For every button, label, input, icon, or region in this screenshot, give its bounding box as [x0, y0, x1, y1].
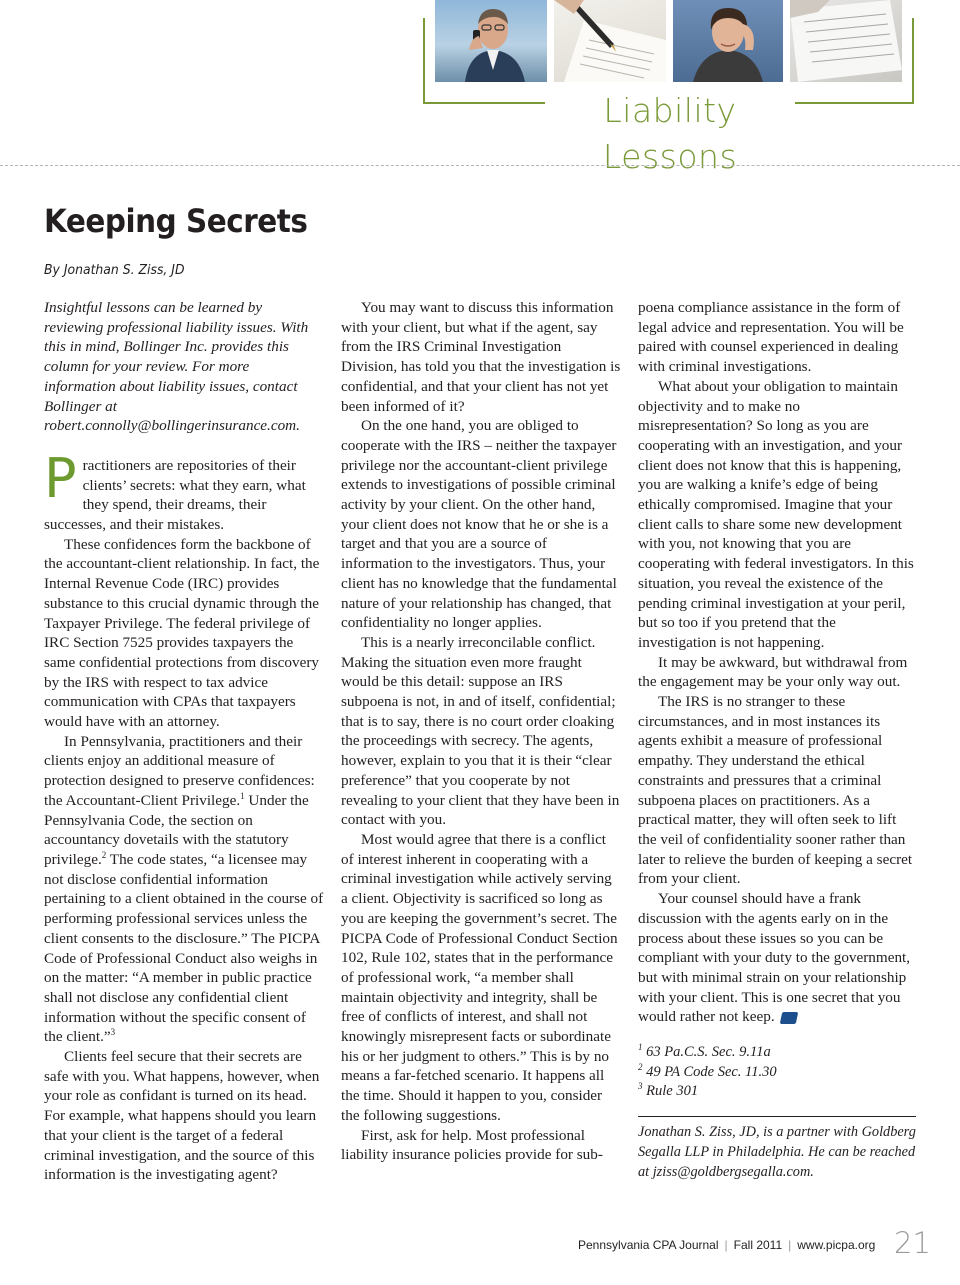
page-number: 21 [894, 1226, 931, 1260]
journal-name: Pennsylvania CPA Journal [578, 1238, 719, 1252]
footnote [638, 1043, 918, 1063]
footnote-text: 49 PA Code Sec. 11.30 [646, 1063, 777, 1080]
bio-divider [638, 1116, 916, 1117]
paragraph: What about your obligation to maintain objectivity and to make no misrepresentation? So long as you are cooperating with an investigation, and your client does not know that this is happening, you are walking a knife’s edge of being ethically compromised. Imagine that your client calls to share some new development with you, not knowing that you are cooperating with federal investigators. In this situation, you reveal the existence of the pending criminal investigation at your peril, but so too if you pretend that the investigation is not happening. [638, 377, 914, 651]
paragraph: Most would agree that there is a conflict of interest inherent in cooperating with a criminal investigation while actively serving a client. Objectivity is sacrificed so long as you are keeping the government’s secret. The PICPA Code of Professional Conduct Section 102, Rule 102, states that in the performance of professional work, “a member shall maintain objectivity and integrity, shall be free of conflicts of interest, and shall not knowingly misrepresent facts or subordinate his or her judgment to others.” This is by no means a far-fetched scenario. It happens all the time. Should it happen to you, consider the following suggestions. [341, 830, 618, 1124]
page-footer [578, 1238, 875, 1252]
footnote-text: Rule 301 [646, 1083, 699, 1100]
paragraph: This is a nearly irreconcilable conflict. Making the situation even more fraught would be this detail: suppose an IRS subpoena is not, in and of itself, confidential; that is to say, there is no court order cloaking the proceedings with secrecy. The agents, however, explain to you that it is their “clear preference” that you cooperate by not revealing to your client that they have been in contact with you. [341, 633, 620, 829]
footnotes [638, 1043, 918, 1102]
footnote-ref: 3 [110, 1027, 116, 1038]
paragraph [44, 732, 324, 1047]
dashed-divider [0, 165, 960, 166]
issue-label: Fall 2011 [733, 1238, 783, 1252]
footnote [638, 1063, 918, 1083]
article-byline: By Jonathan S. Ziss, JD [44, 262, 185, 278]
paragraph-text: In Pennsylvania, practitioners and their clients enjoy an additional measure of protection designed to preserve confidences: the Accountant-Client Privilege. [44, 732, 315, 809]
paragraph: poena compliance assistance in the form of legal advice and representation. You will be paired with counsel experienced in dealing with criminal investigations. [638, 299, 904, 376]
paragraph: You may want to discuss this information with your client, but what if the agent, say from the IRS Criminal Investigation Division, has told you that the investigation is confidential, and that your client has not yet been informed of it? [341, 299, 621, 415]
column-1 [44, 298, 324, 1185]
paragraph [638, 889, 918, 1027]
paragraph [44, 446, 324, 535]
paragraph: The IRS is no stranger to these circumstances, and in most instances its agents exhibit a measure of professional empathy. They understand the ethical constraints and pressures that a criminal subpoena places on practitioners. As a practical matter, they will often seek to lift the veil of confidentiality sooner rather than later to relieve the burden of keeping a secret from your client. [638, 693, 913, 888]
paragraph: On the one hand, you are obliged to cooperate with the IRS – neither the taxpayer privilege nor the accountant-client privilege extends to investigations of possible criminal activity by your client. On the other hand, your client does not know that he or she is a target and that you are a source of information to the investigators. Thus, your client has no knowledge that the fundamental nature of your relationship has changed, that confidentiality no longer applies. [341, 417, 617, 632]
paragraph: First, ask for help. Most professional liability insurance policies provide for sub- [341, 1126, 603, 1164]
section-title: Liability Lessons [545, 88, 795, 134]
footnote [638, 1082, 918, 1102]
paragraph-text: Your counsel should have a frank discussion with the agents early on in the process about these issues so you can be compliant with your duty to the government, but with minimal strain on your relationship with your client. This is one secret that you would rather not keep. [638, 890, 911, 1026]
footnote-mark: 1 [638, 1042, 643, 1053]
intro-paragraph: Insightful lessons can be learned by reviewing professional liability issues. With this in mind, Bollinger Inc. provides this column for your review. For more information about liability issues, contact Bollinger at robert.connolly@bollingerinsurance.com. [44, 299, 309, 435]
footnote-ref: 1 [240, 790, 245, 801]
paragraph: These confidences form the backbone of the accountant-client relationship. In fact, the Internal Revenue Code (IRC) provides substance to this crucial dynamic through the Taxpayer Privilege. The federal privilege of IRC Section 7525 provides taxpayers the same confidential protections from discovery by the IRS with respect to tax advice communication with CPAs that taxpayers would have with an attorney. [44, 535, 320, 731]
paragraph-text: The code states, “a licensee may not disclose confidential information pertaining to a client obtained in the course of performing professional services unless the client consents to the disclosure.” The PICPA Code of Professional Conduct also weighs in on the matter: “A member in public practice shall not disclose any confidential client information without the specific consent of the client.” [44, 850, 324, 1046]
author-bio: Jonathan S. Ziss, JD, is a partner with Goldberg Segalla LLP in Philadelphia. He can be reached at jziss@goldbergsegalla.com. [638, 1124, 916, 1180]
paragraph-text: ractitioners are repositories of their clients’ secrets: what they earn, what they spend, their dreams, their successes, and their mistakes. [44, 456, 306, 534]
website-link[interactable]: www.picpa.org [797, 1238, 876, 1252]
footnote-mark: 3 [638, 1081, 643, 1092]
footnote-ref: 2 [101, 849, 107, 860]
paragraph: It may be awkward, but withdrawal from the engagement may be your only way out. [638, 653, 908, 691]
footnote-text: 63 Pa.C.S. Sec. 9.11a [646, 1044, 771, 1061]
article-title: Keeping Secrets [44, 202, 308, 240]
column-2 [341, 298, 621, 1165]
paragraph: Clients feel secure that their secrets are safe with you. What happens, however, when your role as confidant is turned on its head. For example, what happens should you learn that your client is the target of a federal criminal investigation, and the source of this information is the investigating agent? [44, 1048, 320, 1184]
footnote-mark: 2 [638, 1061, 643, 1072]
footer-separator: | [788, 1238, 792, 1252]
picpa-logo-icon: P [779, 1012, 798, 1024]
drop-cap: P [44, 446, 77, 510]
footer-separator: | [724, 1238, 728, 1252]
column-3 [638, 298, 918, 1182]
paragraph-text: Under the Pennsylvania Code, the section on accountancy dovetails with the statutory privilege. [44, 791, 309, 868]
